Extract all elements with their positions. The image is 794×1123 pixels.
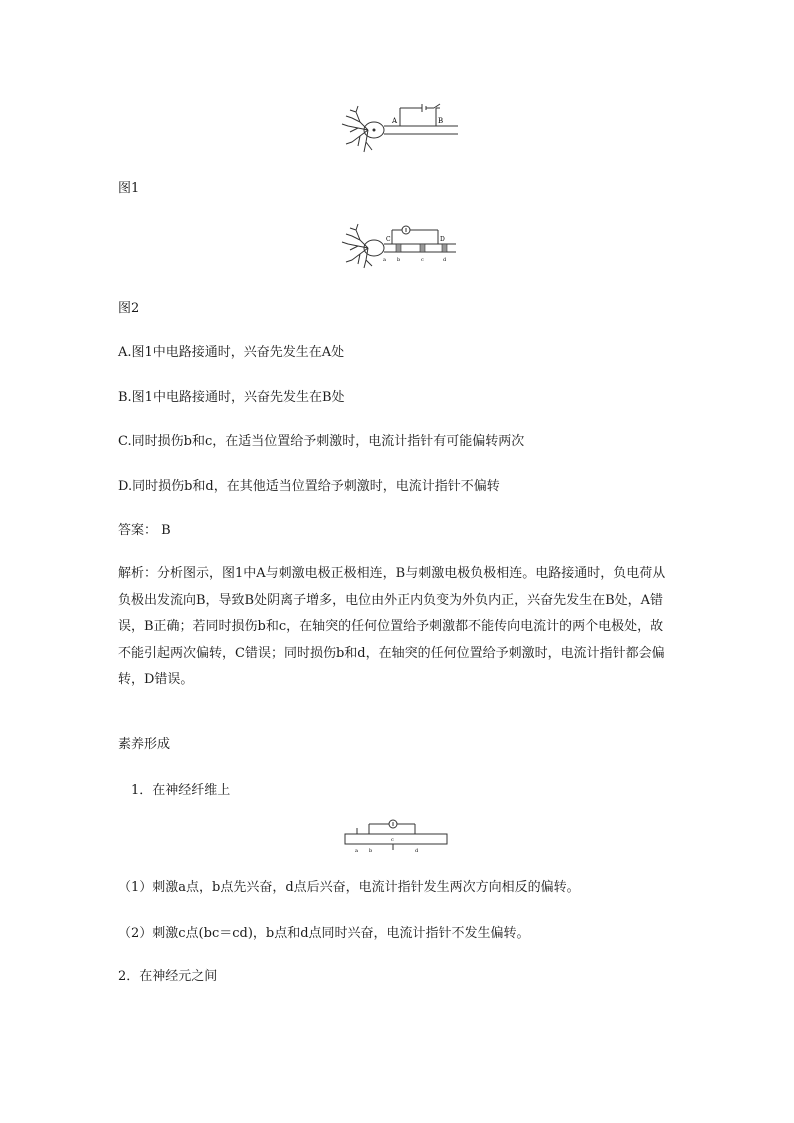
option-c: C.同时损伤b和c，在适当位置给予刺激时，电流计指针有可能偏转两次 xyxy=(118,434,525,449)
figure-2-label-a: a xyxy=(383,257,386,263)
item-1-paragraph-1: （1）刺激a点，b点先兴奋，d点后兴奋，电流计指针发生两次方向相反的偏转。 xyxy=(118,880,580,895)
figure-2-caption: 图2 xyxy=(118,301,140,316)
figure-2-label-D: D xyxy=(440,236,445,243)
figure-2-label-c: c xyxy=(421,257,424,263)
figure-1-caption: 图1 xyxy=(118,181,140,196)
figure-2-label-b: b xyxy=(397,257,401,263)
figure-2-label-d: d xyxy=(443,257,447,263)
option-b: B.图1中电路接通时，兴奋先发生在B处 xyxy=(118,390,345,405)
figure-1-label-B: B xyxy=(438,117,444,125)
analysis-paragraph: 解析：分析图示，图1中A与刺激电极正极相连，B与刺激电极负极相连。电路接通时，负电荷从负极出发流向B，导致B处阴离子增多，电位由外正内负变为外负内正，兴奋先发生在B处，A错误，B正确；若同时损伤b和c，在轴突的任何位置给予刺激都不能传向电流计的两个电极处，故不能引起两次偏转，C错误；同时损伤b和d，在轴突的任何位置给予刺激时，电流计指针都会偏转，D错误。 xyxy=(118,566,666,687)
figure-1-label-A: A xyxy=(392,117,398,125)
option-a: A.图1中电路接通时，兴奋先发生在A处 xyxy=(118,345,345,360)
figure-3-label-c: c xyxy=(391,837,394,843)
figure-3-label-d: d xyxy=(415,848,419,854)
item-1-title: 1．在神经纤维上 xyxy=(131,783,231,798)
item-1-paragraph-2: （2）刺激c点(bc＝cd)，b点和d点同时兴奋，电流计指针不发生偏转。 xyxy=(118,926,530,941)
figure-1-neuron-circuit xyxy=(338,98,460,158)
figure-2-neuron-galvanometer xyxy=(338,220,460,270)
figure-3-nerve-fiber xyxy=(343,818,449,856)
figure-2-label-C: C xyxy=(386,236,391,243)
figure-3-label-a: a xyxy=(355,848,358,854)
option-d: D.同时损伤b和d，在其他适当位置给予刺激时，电流计指针不偏转 xyxy=(118,479,500,494)
section-title: 素养形成 xyxy=(118,737,171,752)
answer: 答案： B xyxy=(118,523,171,538)
figure-3-label-b: b xyxy=(369,848,373,854)
item-2-title: 2．在神经元之间 xyxy=(118,969,218,984)
